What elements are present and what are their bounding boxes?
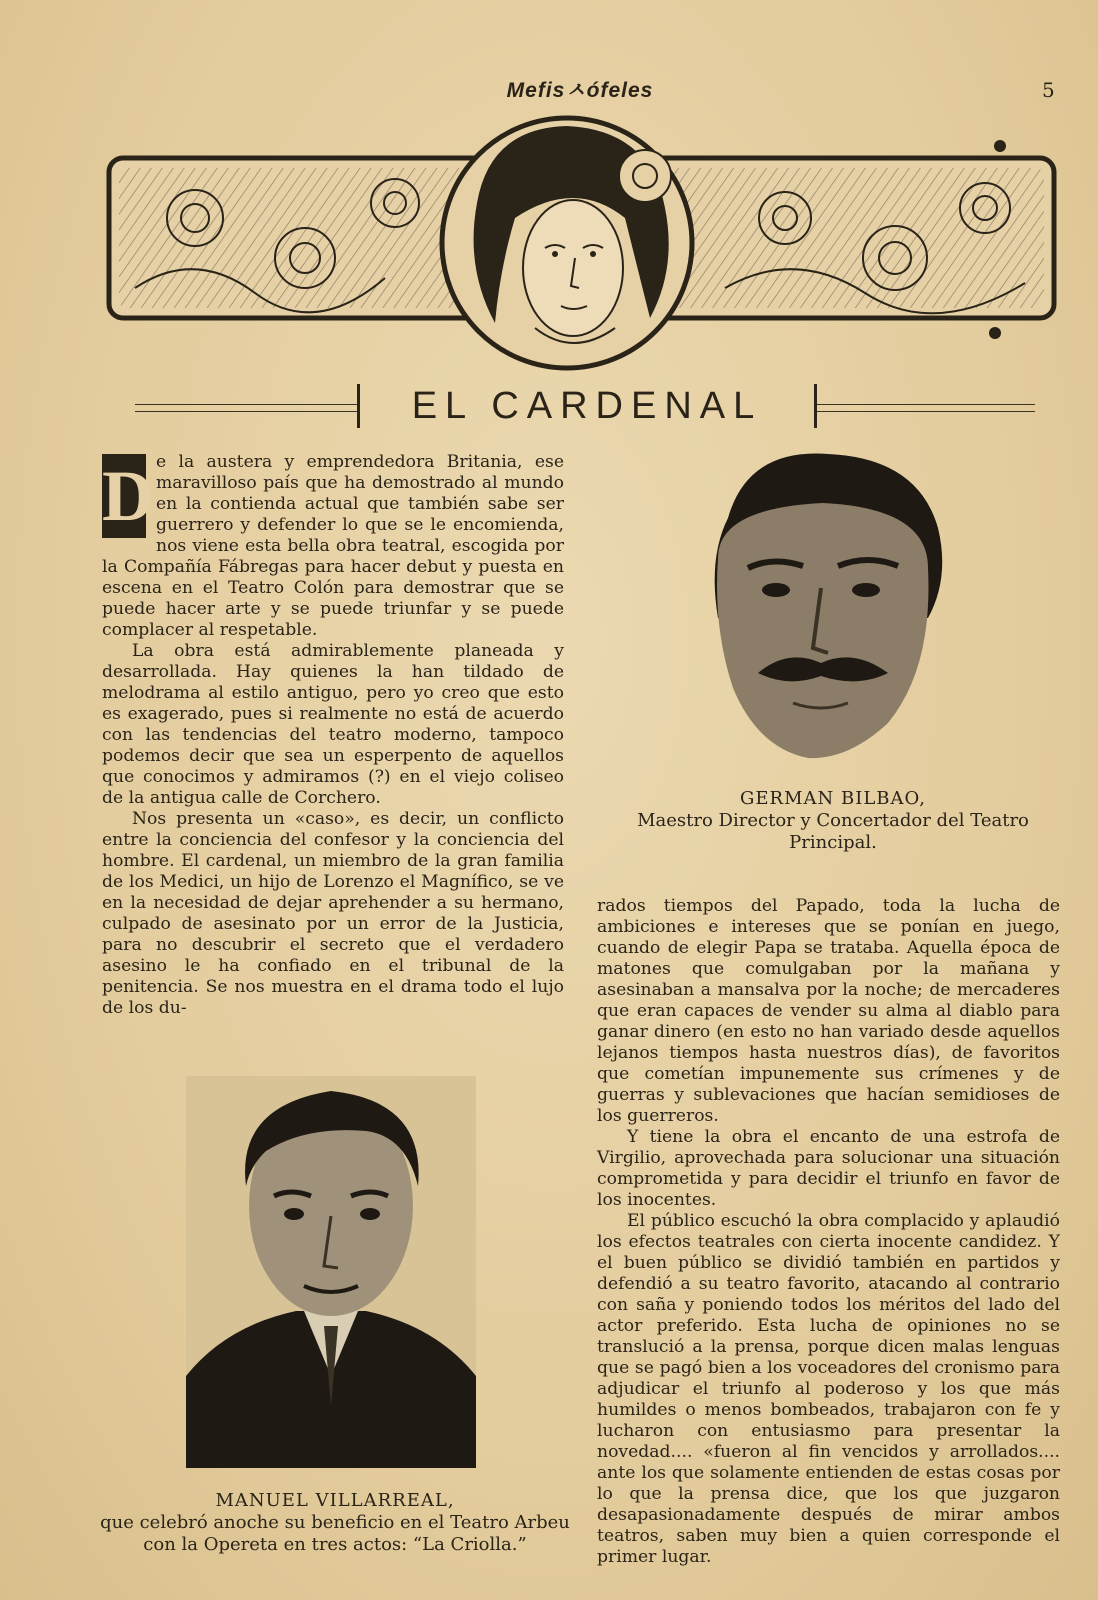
paragraph: La obra está admirablemente planeada y desarrollada. Hay quienes la han tildado de melodrama al estilo antiguo, pero yo creo que esto es exagerado, pues si realmente no está de acuerdo con las tendencias del teatro moderno, tampoco podemos decir que sea un esperpento de aquellos que conocimos y admiramos (?) en el viejo coliseo de la antigua calle de Corchero. xyxy=(102,641,564,808)
caption-description: Maestro Director y Concertador del Teatro Principal. xyxy=(637,810,1029,853)
decorative-banner-icon xyxy=(105,108,1060,378)
caption-description: que celebró anoche su beneficio en el Teatro Arbeu con la Opereta en tres actos: “La Criolla.” xyxy=(100,1512,570,1555)
title-rule-right xyxy=(817,404,1035,412)
manuel-villarreal-portrait-icon xyxy=(186,1076,476,1468)
paragraph: e la austera y emprendedora Britania, ese maravilloso país que ha demostrado al mundo en la contienda actual que también sabe ser guerrero y defender lo que se le encomienda, nos viene esta bella obra teatral, escogida por la Compañía Fábregas para hacer debut y puesta en escena en el Teatro Colón para demostrar que se puede hacer arte y se puede triunfar y se puede complacer al respetable. xyxy=(102,452,564,640)
german-bilbao-portrait-icon xyxy=(688,448,954,764)
paragraph: Y tiene la obra el encanto de una estrofa de Virgilio, aprovechada para solucionar una situación comprometida y para decidir el triunfo en favor de los inocentes. xyxy=(597,1127,1060,1210)
caption-german-bilbao xyxy=(598,788,1068,854)
article-column-left xyxy=(102,452,564,1019)
title-rule-left xyxy=(135,404,357,412)
paragraph: El público escuchó la obra complacido y aplaudió los efectos teatrales con cierta inocente candidez. Y el buen público se dividió también en partidos y defendió a su teatro favorito, atacando al contrario con saña y poniendo todos los méritos del lado del actor preferido. Esta lucha de opiniones no se translució a la prensa, porque dicen malas lenguas que se pagó bien a los voceadores del cronismo para adjudicar el triunfo al poderoso y los que más humildes o menos bombeados, trabajaron con fe y lucharon con entusiasmo para presentar la novedad.... «fueron al fin vencidos y arrollados.... ante los que solamente entienden de estas cosas por lo que la prensa dice, que los que juzgaron desapasionadamente después de mirar ambos teatros, saben muy bien a quien corresponde el primer lugar. xyxy=(597,1211,1060,1567)
article-title: EL CARDENAL xyxy=(411,385,763,427)
caption-name: MANUEL VILLARREAL, xyxy=(215,1490,455,1511)
magazine-name: Mefisㅅófeles xyxy=(506,79,654,102)
caption-manuel-villarreal xyxy=(100,1490,570,1556)
title-bar-left xyxy=(357,384,360,428)
paragraph: rados tiempos del Papado, toda la lucha de ambiciones e intereses que se ponían en juego, cuando de elegir Papa se trataba. Aquella época de matones que comulgaban por la mañana y asesinaban a mansalva por la noche; de mercaderes que eran capaces de vender su alma al diablo para ganar dinero (en esto no han variado desde aquellos lejanos tiempos hasta nuestros días), de favoritos que cometían impunemente sus crímenes y de guerras y sublevaciones que hacían semidioses de los guerreros. xyxy=(597,896,1060,1126)
masthead xyxy=(0,70,1098,110)
article-column-right xyxy=(597,896,1060,1568)
caption-name: GERMAN BILBAO, xyxy=(740,788,926,809)
drop-cap: D xyxy=(102,456,154,536)
paragraph: Nos presenta un «caso», es decir, un conflicto entre la conciencia del confesor y la conciencia del hombre. El cardenal, un miembro de la gran familia de los Medici, un hijo de Lorenzo el Magnífico, se ve en la necesidad de dejar aprehender a su hermano, culpado de asesinato por un error de la Justicia, para no descubrir el secreto que el verdadero asesino le ha confiado en el tribunal de la penitencia. Se nos muestra en el drama todo el lujo de los du- xyxy=(102,809,564,1018)
article-title-row xyxy=(135,384,1035,428)
page-number: 5 xyxy=(1042,78,1055,102)
